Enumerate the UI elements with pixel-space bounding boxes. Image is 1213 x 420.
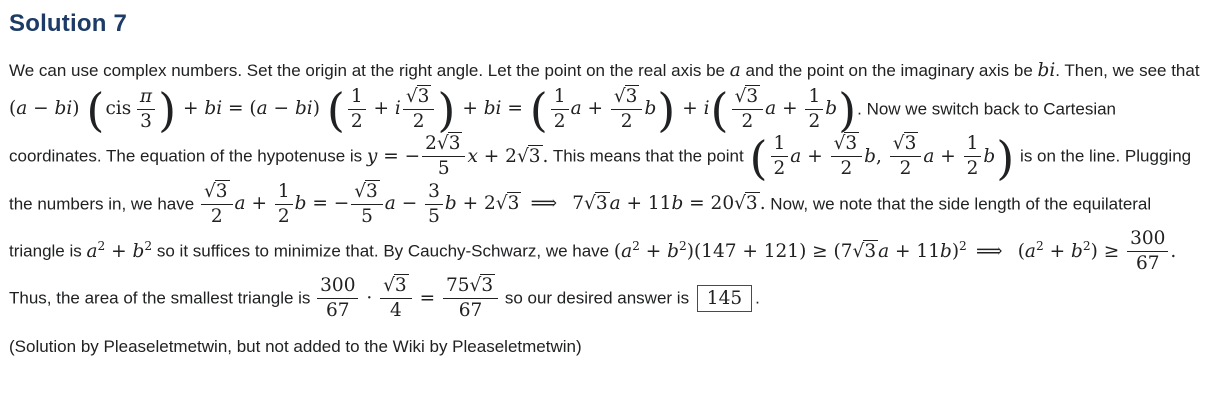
fraction: $\frac{√3}{5}$ bbox=[351, 181, 383, 228]
fraction: $\frac{√3}{2}$ bbox=[611, 86, 643, 133]
text-run: Thus, the area of the smallest triangle is bbox=[9, 288, 316, 308]
fraction: $\frac{300}{67}$ bbox=[1127, 228, 1168, 275]
text-run: This means that the point bbox=[548, 146, 749, 166]
text-run: We can use complex numbers. Set the origin at the right angle. Let the point on the real axis be bbox=[9, 61, 730, 80]
solution-paragraph bbox=[9, 56, 1203, 323]
fraction: $\frac{1}{2}$ bbox=[348, 86, 366, 133]
sqrt-radical: √3 bbox=[833, 133, 858, 155]
text-run: . Now we switch back to Cartesian coordinates. The equation of the hypotenuse is bbox=[9, 99, 1117, 166]
fraction: $\frac{√3}{2}$ bbox=[831, 133, 863, 180]
fraction: $\frac{√3}{2}$ bbox=[890, 133, 922, 180]
boxed-answer: 145 bbox=[697, 285, 752, 312]
sqrt-radical: √3 bbox=[495, 193, 520, 215]
inline-math: $(a^2 + b^2)(147 + 121) \ge (7√3$ a + 11b)$^2$ ⟹ $(a^2 + b^2)$ ≥ $\frac{300}{67}$ . bbox=[613, 227, 1177, 275]
text-run: is on the line. Plugging the numbers in, we have bbox=[9, 146, 1192, 214]
text-run: Now, we note that the side length of the equilateral triangle is bbox=[9, 194, 1152, 261]
sqrt-radical: √3 bbox=[852, 240, 877, 262]
sqrt-radical: √3 bbox=[405, 85, 430, 107]
text-run: so it suffices to minimize that. By Cauchy-Schwarz, we have bbox=[152, 241, 614, 261]
sqrt-radical: √3 bbox=[734, 85, 759, 107]
sqrt-radical: √3 bbox=[613, 85, 638, 107]
sqrt-radical: √3 bbox=[516, 145, 541, 167]
fraction: $\frac{3}{5}$ bbox=[425, 181, 443, 228]
section-heading: Solution 7 bbox=[9, 10, 127, 37]
fraction: $\frac{√3}{2}$ bbox=[732, 86, 764, 133]
solution-section bbox=[9, 10, 1203, 357]
inline-math: $\frac{√3}{2}$ a + $\frac{1}{2}$ b = − $\frac{√3}{5}$ a − $\frac{3}{5}$ b + 2√3 ⟹ 7√3 a + 11b = 20√3 . bbox=[199, 193, 766, 214]
inline-math: bi bbox=[1037, 60, 1056, 81]
inline-math: (a − bi) (cis $\frac{\pi}{3}$ ) + bi = (a − bi) ( $\frac{1}{2}$ + i $\frac{√3}{2}$ ) + bi = ( $\frac{1}{2}$ a + $\frac{√3}{2}$ b) + i( $\frac{√3}{2}$ a + $\frac{1}{2}$ b) bbox=[9, 83, 857, 138]
sqrt-radical: √3 bbox=[354, 180, 378, 202]
inline-math: a bbox=[729, 60, 741, 81]
fraction: $\frac{1}{2}$ bbox=[551, 86, 569, 133]
text-run: . bbox=[755, 288, 760, 308]
fraction: $\frac{\pi}{3}$ bbox=[137, 86, 155, 133]
fraction: $\frac{1}{2}$ bbox=[805, 86, 823, 133]
sqrt-radical: √3 bbox=[203, 180, 228, 202]
text-run: and the point on the imaginary axis be bbox=[740, 61, 1038, 80]
sqrt-radical: √3 bbox=[469, 275, 494, 297]
fraction: $\frac{√3}{2}$ bbox=[403, 86, 435, 133]
sqrt-radical: √3 bbox=[734, 193, 758, 215]
text-run: . Then, we see that bbox=[1055, 61, 1200, 80]
inline-math bbox=[694, 288, 755, 309]
credit-line: (Solution by Pleaseletmetwin, but not added to the Wiki by Pleaseletmetwin) bbox=[9, 336, 582, 356]
fraction: $\frac{1}{2}$ bbox=[275, 181, 293, 228]
sqrt-radical: √3 bbox=[892, 133, 917, 155]
inline-math: $a^2 + b^2$ bbox=[86, 238, 153, 262]
fraction: $\frac{75√3}{67}$ bbox=[443, 275, 498, 322]
inline-math: ( $\frac{1}{2}$ a + $\frac{√3}{2}$ b, $\frac{√3}{2}$ a + $\frac{1}{2}$ b) bbox=[749, 130, 1015, 185]
sqrt-radical: √3 bbox=[584, 193, 608, 215]
fraction: $\frac{2√3}{5}$ bbox=[422, 133, 465, 180]
fraction: $\frac{1}{2}$ bbox=[771, 133, 789, 180]
text-run: so our desired answer is bbox=[500, 288, 694, 308]
sqrt-radical: √3 bbox=[436, 133, 461, 155]
fraction: $\frac{300}{67}$ bbox=[317, 275, 358, 322]
inline-math: $\frac{300}{67}$ · $\frac{√3}{4}$ = $\frac{75√3}{67}$ bbox=[315, 288, 500, 309]
sqrt-radical: √3 bbox=[383, 275, 407, 297]
fraction: $\frac{√3}{2}$ bbox=[201, 181, 233, 228]
fraction: $\frac{√3}{4}$ bbox=[380, 275, 412, 322]
inline-math: y = − $\frac{2√3}{5}$ x + 2√3 . bbox=[366, 133, 549, 180]
fraction: $\frac{1}{2}$ bbox=[964, 133, 982, 180]
